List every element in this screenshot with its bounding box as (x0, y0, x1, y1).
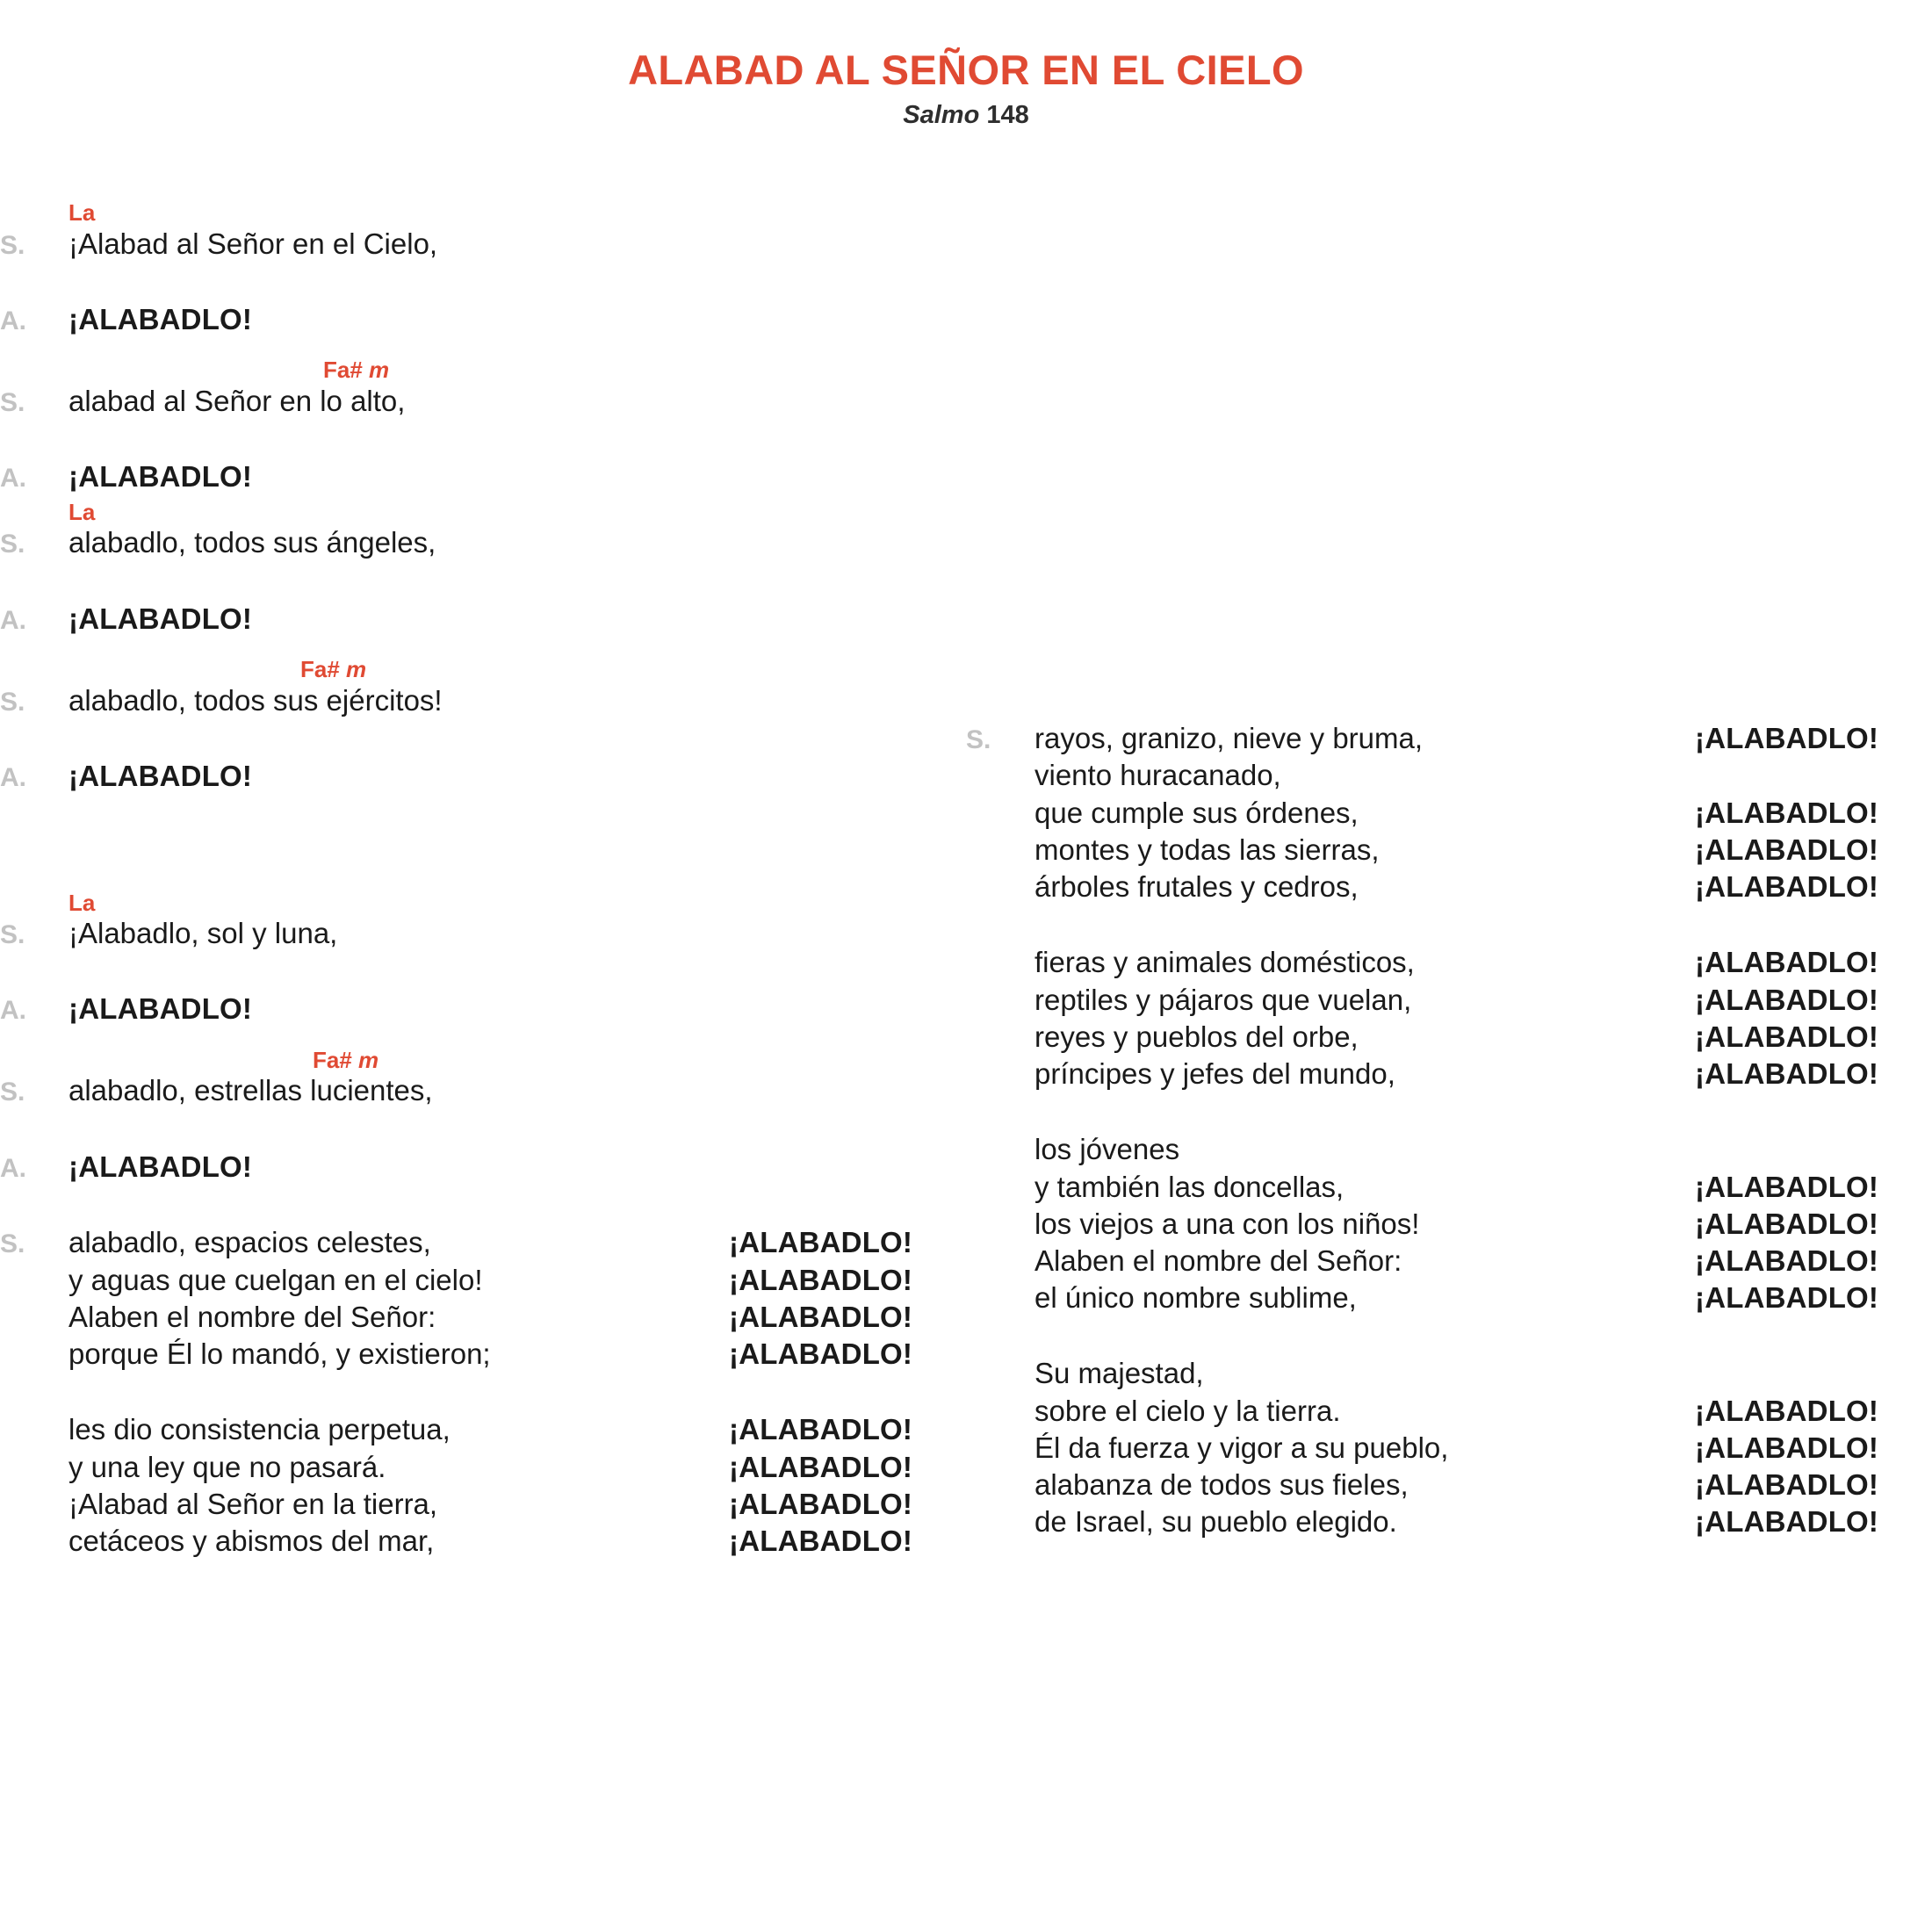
verse-line (966, 795, 1932, 832)
chord-row (0, 200, 966, 226)
chord-label (68, 357, 729, 383)
verse-line (0, 301, 966, 338)
chord-quality: m (369, 357, 390, 384)
verse-line (966, 1056, 1932, 1092)
verse-line (0, 1523, 966, 1560)
verse-line (966, 1019, 1932, 1056)
verse-line (966, 869, 1932, 905)
response-text: ¡ALABADLO! (1695, 796, 1879, 829)
response-text: ¡ALABADLO! (1695, 1468, 1879, 1502)
verse-line (966, 1280, 1932, 1316)
response-text: ¡ALABADLO! (729, 1263, 913, 1296)
refrain-text: ¡ALABADLO! (68, 992, 253, 1026)
verse-stanza-r3 (966, 1131, 1932, 1316)
verse-line (966, 1206, 1932, 1243)
response-text: ¡ALABADLO! (729, 1450, 913, 1483)
role-marker: A. (0, 605, 26, 635)
verse-block-1 (0, 200, 966, 796)
lyric-text: alabadlo, todos sus ángeles, (68, 526, 436, 559)
subtitle-number: 148 (986, 101, 1029, 129)
response-text: ¡ALABADLO! (729, 1413, 913, 1446)
response-text: ¡ALABADLO! (1695, 870, 1879, 904)
right-column (966, 0, 1932, 1541)
lyric-text: Él da fuerza y vigor a su pueblo, (1034, 1431, 1449, 1464)
page-title: ALABAD AL SEÑOR EN EL CIELO (628, 47, 1304, 93)
response-text: ¡ALABADLO! (1695, 1394, 1879, 1427)
lyric-text: alabad al Señor en lo alto, (68, 384, 406, 417)
chord-root: Fa# (313, 1046, 352, 1073)
role-marker: A. (0, 1153, 26, 1183)
chord-label: La (68, 199, 96, 226)
refrain-text: ¡ALABADLO! (68, 460, 253, 494)
verse-line (0, 1449, 966, 1486)
response-text: ¡ALABADLO! (1695, 983, 1879, 1016)
verse-line (0, 1072, 966, 1109)
role-marker: S. (0, 920, 25, 950)
verse-line (0, 1486, 966, 1523)
response-text: ¡ALABADLO! (1695, 722, 1879, 754)
lyric-text: príncipes y jefes del mundo, (1034, 1057, 1395, 1091)
lyric-text: de Israel, su pueblo elegido. (1034, 1505, 1397, 1539)
chord-label (68, 657, 729, 682)
role-marker: A. (0, 763, 26, 793)
verse-line (0, 524, 966, 561)
response-text: ¡ALABADLO! (1695, 1431, 1879, 1464)
response-text: ¡ALABADLO! (1695, 833, 1879, 866)
verse-line (966, 944, 1932, 981)
lyric-text: los jóvenes (1034, 1133, 1180, 1166)
verse-line (0, 1262, 966, 1299)
lyric-text: sobre el cielo y la tierra. (1034, 1394, 1341, 1427)
verse-stanza-3 (0, 1224, 966, 1373)
lyric-text: montes y todas las sierras, (1034, 833, 1380, 866)
lyric-text: alabadlo, estrellas lucientes, (68, 1074, 433, 1107)
verse-line (0, 1224, 966, 1261)
verse-stanza-r1 (966, 720, 1932, 905)
role-marker: A. (0, 996, 26, 1026)
verse-line (0, 1336, 966, 1373)
role-marker: S. (0, 1229, 25, 1259)
verse-block-2 (0, 890, 966, 1186)
verse-line (0, 1411, 966, 1448)
verse-line (966, 1169, 1932, 1206)
lyric-text: ¡Alabad al Señor en la tierra, (68, 1487, 438, 1520)
lyric-text: rayos, granizo, nieve y bruma, (1034, 722, 1424, 754)
response-text: ¡ALABADLO! (1695, 1020, 1879, 1053)
lyric-text: fieras y animales domésticos, (1034, 946, 1415, 979)
refrain-text: ¡ALABADLO! (68, 302, 253, 335)
chord-row (0, 357, 966, 383)
verse-stanza-r2 (966, 944, 1932, 1092)
response-text: ¡ALABADLO! (1695, 1281, 1879, 1315)
verse-line (0, 458, 966, 495)
verse-stanza-4 (0, 1411, 966, 1560)
lyric-text: y aguas que cuelgan en el cielo! (68, 1263, 483, 1296)
chord-row (0, 657, 966, 682)
verse-line (0, 601, 966, 638)
lyric-text: Su majestad, (1034, 1357, 1204, 1390)
chord-row (0, 1048, 966, 1073)
lyric-text: el único nombre sublime, (1034, 1281, 1357, 1315)
verse-line (0, 1149, 966, 1186)
left-column (0, 0, 966, 1560)
lyric-text: reyes y pueblos del orbe, (1034, 1020, 1359, 1053)
lyric-text: y una ley que no pasará. (68, 1450, 386, 1483)
role-marker: S. (966, 725, 991, 754)
response-text: ¡ALABADLO! (1695, 1170, 1879, 1203)
response-text: ¡ALABADLO! (729, 1525, 913, 1558)
lyric-text: viento huracanado, (1034, 759, 1281, 792)
role-marker: S. (0, 687, 25, 717)
lyric-text: ¡Alabad al Señor en el Cielo, (68, 227, 438, 260)
verse-line (966, 1131, 1932, 1168)
lyric-text: los viejos a una con los niños! (1034, 1207, 1420, 1240)
response-text: ¡ALABADLO! (1695, 1057, 1879, 1091)
lyric-text: reptiles y pájaros que vuelan, (1034, 983, 1412, 1016)
chord-root: Fa# (323, 357, 363, 384)
lyric-text: Alaben el nombre del Señor: (1034, 1244, 1402, 1277)
role-marker: A. (0, 306, 26, 335)
response-text: ¡ALABADLO! (1695, 1505, 1879, 1539)
lyric-text: les dio consistencia perpetua, (68, 1413, 451, 1446)
chord-quality: m (346, 656, 367, 683)
verse-line (966, 1430, 1932, 1467)
role-marker: S. (0, 530, 25, 559)
verse-line (966, 1393, 1932, 1430)
lyric-text: y también las doncellas, (1034, 1170, 1344, 1203)
verse-line (966, 757, 1932, 794)
verse-line (966, 1243, 1932, 1280)
lyric-text: árboles frutales y cedros, (1034, 870, 1359, 904)
role-marker: S. (0, 230, 25, 260)
chord-label: La (68, 889, 96, 916)
response-text: ¡ALABADLO! (1695, 1244, 1879, 1277)
role-marker: S. (0, 1078, 25, 1107)
response-text: ¡ALABADLO! (1695, 946, 1879, 979)
verse-line (966, 832, 1932, 869)
chord-quality: m (358, 1046, 379, 1073)
verse-line (966, 1467, 1932, 1503)
refrain-text: ¡ALABADLO! (68, 602, 253, 635)
lyric-text: Alaben el nombre del Señor: (68, 1300, 436, 1333)
lyric-text: porque Él lo mandó, y existieron; (68, 1337, 491, 1371)
verse-line (0, 758, 966, 795)
verse-line (0, 226, 966, 263)
lyric-text: cetáceos y abismos del mar, (68, 1525, 435, 1558)
chord-label: La (68, 498, 96, 525)
lyric-text: alabadlo, espacios celestes, (68, 1226, 431, 1259)
response-text: ¡ALABADLO! (729, 1226, 913, 1259)
refrain-text: ¡ALABADLO! (68, 760, 253, 793)
verse-line (0, 1299, 966, 1336)
refrain-text: ¡ALABADLO! (68, 1150, 253, 1183)
role-marker: A. (0, 464, 26, 494)
verse-line (966, 720, 1932, 757)
verse-line (966, 1503, 1932, 1540)
verse-line (0, 682, 966, 719)
chord-row (0, 890, 966, 916)
response-text: ¡ALABADLO! (729, 1300, 913, 1333)
lyric-text: alabanza de todos sus fieles, (1034, 1468, 1409, 1502)
response-text: ¡ALABADLO! (1695, 1207, 1879, 1240)
subtitle-word: Salmo (903, 101, 980, 129)
chord-row (0, 500, 966, 525)
response-text: ¡ALABADLO! (729, 1337, 913, 1371)
verse-line (966, 982, 1932, 1019)
verse-line (0, 915, 966, 952)
verse-line (0, 991, 966, 1027)
role-marker: S. (0, 387, 25, 417)
response-text: ¡ALABADLO! (729, 1487, 913, 1520)
lyric-text: alabadlo, todos sus ejércitos! (68, 683, 443, 717)
chord-root: Fa# (300, 656, 340, 683)
verse-stanza-r4 (966, 1355, 1932, 1540)
lyric-text: ¡Alabadlo, sol y luna, (68, 917, 338, 950)
chord-label (68, 1048, 729, 1073)
verse-line (966, 1355, 1932, 1392)
verse-line (0, 383, 966, 420)
lyric-text: que cumple sus órdenes, (1034, 796, 1359, 829)
